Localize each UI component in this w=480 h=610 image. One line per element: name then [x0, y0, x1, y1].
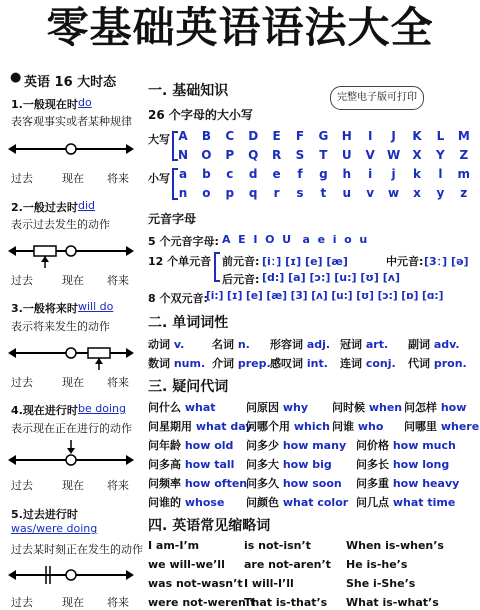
letter-v: v	[366, 186, 375, 200]
mid-vowel-label: 中元音:	[386, 255, 424, 268]
abbreviation: When is-when’s	[346, 539, 444, 552]
tense-desc: 表示过去发生的动作	[11, 218, 110, 231]
letter-y: y	[436, 186, 445, 200]
letter-R: R	[271, 148, 282, 162]
letter-Q: Q	[248, 148, 259, 162]
question-word: 问频率 how often	[148, 477, 248, 490]
question-word: 问多长 how long	[356, 458, 450, 471]
question-word: 问多少 how many	[246, 439, 347, 452]
letter-C: C	[225, 129, 235, 143]
letter-X: X	[412, 148, 422, 162]
letter-D: D	[248, 129, 259, 143]
letter-o: o	[202, 186, 211, 200]
question-word: 问什么 what	[148, 401, 216, 414]
letter-l: l	[438, 167, 443, 181]
pos-item: 代词 pron.	[408, 357, 467, 370]
back-vowel-label: 后元音:	[222, 273, 260, 286]
tense-desc: 表示将来发生的动作	[11, 320, 110, 333]
pos-item: 感叹词 int.	[270, 357, 328, 370]
timeline-label-future: 将来	[107, 274, 129, 287]
letter-F: F	[295, 129, 305, 143]
letter-A: A	[178, 129, 188, 143]
letter-V: V	[365, 148, 375, 162]
letter-k: k	[413, 167, 421, 181]
letter-s: s	[296, 186, 304, 200]
letter-q: q	[248, 186, 258, 200]
bullet-icon: ●	[10, 70, 22, 85]
letter-j: j	[391, 167, 396, 181]
front-vowels: [i：] [ɪ] [e] [æ]	[262, 255, 348, 268]
abbreviation: She i-She’s	[346, 577, 416, 590]
timeline-label-past: 过去	[11, 172, 33, 185]
letter-i: i	[368, 167, 373, 181]
tense-form: will do	[78, 300, 114, 313]
letter-x: x	[413, 186, 421, 200]
pos-item: 冠词 art.	[340, 338, 389, 351]
tense-form: did	[78, 199, 96, 212]
tense-desc: 表客观事实或者某种规律	[11, 115, 132, 128]
abbreviation: What is-what’s	[346, 596, 439, 609]
abbreviation: That is-that’s	[244, 596, 328, 609]
question-word: 问谁 who	[332, 420, 384, 433]
letter-r: r	[273, 186, 280, 200]
letter-f: f	[297, 167, 303, 181]
timeline-diagram	[8, 440, 134, 472]
vowel-bracket	[214, 252, 220, 282]
tense-name: 1.一般现在时	[11, 98, 78, 111]
letter-b: b	[202, 167, 211, 181]
timeline-label-past: 过去	[11, 596, 33, 609]
monophthong-label: 12 个单元音	[148, 255, 212, 268]
letter-J: J	[391, 129, 396, 143]
tense-name: 2.一般过去时	[11, 201, 78, 214]
vowel5-label: 5 个元音字母:	[148, 235, 219, 248]
letter-O: O	[201, 148, 212, 162]
timeline-label-future: 将来	[107, 596, 129, 609]
alphabet-title: 26 个字母的大小写	[148, 108, 253, 122]
tense-name: 3.一般将来时	[11, 302, 78, 315]
letter-E: E	[272, 129, 281, 143]
letter-u: u	[342, 186, 352, 200]
back-vowels: [d:] [a] [ɔ:] [u:] [ʊ] [ʌ]	[262, 271, 400, 284]
letter-G: G	[318, 129, 329, 143]
question-word: 问哪里 where	[404, 420, 480, 433]
letter-K: K	[412, 129, 422, 143]
letter-L: L	[436, 129, 445, 143]
section-basics-heading: 一. 基础知识	[148, 83, 229, 99]
letter-m: m	[457, 167, 471, 181]
question-word: 问哪个用 which	[246, 420, 330, 433]
section-questions-heading: 三. 疑问代词	[148, 379, 229, 395]
question-word: 问年龄 how old	[148, 439, 234, 452]
pos-item: 形容词 adj.	[270, 338, 331, 351]
letter-c: c	[226, 167, 234, 181]
timeline-label-present: 现在	[62, 479, 84, 492]
timeline-diagram	[8, 562, 134, 592]
question-word: 问怎样 how	[404, 401, 467, 414]
pos-item: 连词 conj.	[340, 357, 396, 370]
tense-name: 5.过去进行时	[11, 508, 78, 521]
letter-t: t	[320, 186, 327, 200]
timeline-label-present: 现在	[62, 274, 84, 287]
letter-a: a	[178, 167, 188, 181]
abbreviation: is not-isn’t	[244, 539, 311, 552]
letter-U: U	[341, 148, 352, 162]
letter-d: d	[248, 167, 258, 181]
letter-n: n	[178, 186, 188, 200]
abbreviation: we will-we’ll	[148, 558, 225, 571]
question-word: 问时候 when	[332, 401, 403, 414]
question-word: 问价格 how much	[356, 439, 456, 452]
question-word: 问颜色 what color	[246, 496, 349, 509]
letter-N: N	[177, 148, 189, 162]
uppercase-label: 大写	[148, 133, 170, 146]
letter-p: p	[225, 186, 235, 200]
letter-z: z	[460, 186, 468, 200]
letter-B: B	[201, 129, 211, 143]
abbreviation: I will-I’ll	[244, 577, 294, 590]
letter-e: e	[272, 167, 281, 181]
timeline-label-past: 过去	[11, 479, 33, 492]
pos-item: 名词 n.	[212, 338, 250, 351]
timeline-label-present: 现在	[62, 172, 84, 185]
question-word: 问几点 what time	[356, 496, 456, 509]
diphthong-label: 8 个双元音:	[148, 292, 208, 305]
abbreviation: were not-weren’t	[148, 596, 256, 609]
pos-item: 副词 adv.	[408, 338, 460, 351]
timeline-diagram	[8, 342, 134, 372]
section-abbreviations-heading: 四. 英语常见缩略词	[148, 518, 271, 534]
letter-T: T	[319, 148, 328, 162]
tense-form: do	[78, 96, 92, 109]
abbreviation: He is-he’s	[346, 558, 408, 571]
timeline-label-future: 将来	[107, 376, 129, 389]
pos-item: 动词 v.	[148, 338, 185, 351]
diphthongs: [i:] [ɪ] [e] [æ] [3] [ʌ] [u:] [ʊ] [ɔ:] [ɒ] [ɑ:]	[206, 290, 444, 302]
letter-h: h	[342, 167, 352, 181]
timeline-label-future: 将来	[107, 479, 129, 492]
timeline-diagram	[8, 240, 134, 270]
tense-form: was/were doing	[11, 522, 98, 535]
tense-form: be doing	[78, 402, 126, 415]
badge: 完整电子版可打印	[330, 86, 424, 110]
abbreviation: are not-aren’t	[244, 558, 331, 571]
front-vowel-label: 前元音:	[222, 255, 260, 268]
tense-desc: 表示现在正在进行的动作	[11, 422, 132, 435]
letter-P: P	[225, 148, 235, 162]
abbreviation: was not-wasn’t	[148, 577, 243, 590]
mid-vowels: [3：] [ə]	[424, 255, 469, 268]
timeline-label-present: 现在	[62, 596, 84, 609]
lowercase-label: 小写	[148, 172, 170, 185]
letter-Y: Y	[436, 148, 445, 162]
letter-H: H	[341, 129, 352, 143]
letter-Z: Z	[459, 148, 469, 162]
letter-M: M	[457, 129, 470, 143]
timeline-label-past: 过去	[11, 376, 33, 389]
question-word: 问多大 how big	[246, 458, 332, 471]
question-word: 问多久 how soon	[246, 477, 342, 490]
section-pos-heading: 二. 单词词性	[148, 315, 229, 331]
timeline-label-future: 将来	[107, 172, 129, 185]
letter-W: W	[386, 148, 401, 162]
pos-item: 数词 num.	[148, 357, 206, 370]
tense-heading: 英语 16 大时态	[24, 75, 117, 90]
vowel-title: 元音字母	[148, 212, 197, 226]
page-title: 零基础英语语法大全	[46, 3, 434, 52]
timeline-label-present: 现在	[62, 376, 84, 389]
letter-I: I	[367, 129, 373, 143]
timeline-diagram	[8, 138, 134, 160]
letter-w: w	[388, 186, 400, 200]
vowel5-letters: A E I O U a e i o u	[222, 233, 368, 246]
question-word: 问谁的 whose	[148, 496, 225, 509]
abbreviation: I am-I’m	[148, 539, 200, 552]
question-word: 问多重 how heavy	[356, 477, 460, 490]
pos-item: 介词 prep.	[212, 357, 271, 370]
tense-desc: 过去某时刻正在发生的动作	[11, 543, 143, 556]
timeline-label-past: 过去	[11, 274, 33, 287]
letter-g: g	[319, 167, 328, 181]
question-word: 问多高 how tall	[148, 458, 235, 471]
question-word: 问原因 why	[246, 401, 309, 414]
tense-name: 4.现在进行时	[11, 404, 78, 417]
question-word: 问星期用 what day	[148, 420, 253, 433]
letter-S: S	[295, 148, 305, 162]
